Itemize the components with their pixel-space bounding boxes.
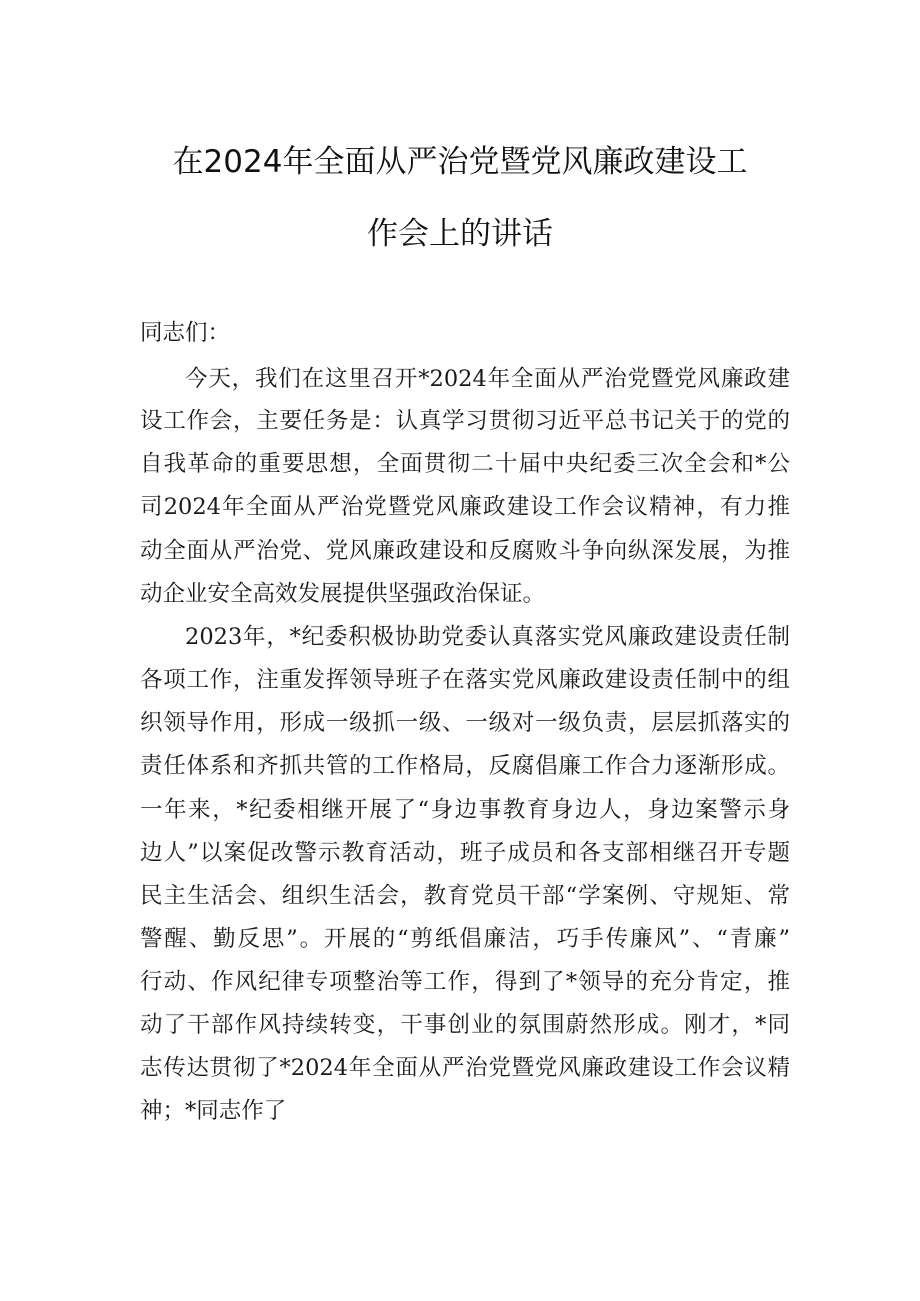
paragraph-2-line-2: 各项工作，注重发挥领导班子在落实党风廉政建设责任制中的组 [140,667,790,693]
paragraph-2-line-9: 行动、作风纪律专项整治等工作，得到了*领导的充分肯定，推 [140,969,790,995]
paragraph-2-line-4: 责任体系和齐抓共管的工作格局，反腐倡廉工作合力逐渐形成。 [140,753,790,779]
paragraph-2-line-6: 边人”以案促改警示教育活动，班子成员和各支部相继召开专题 [140,840,790,866]
paragraph-2-line-1: 2023年，*纪委积极协助党委认真落实党风廉政建设责任制 [185,624,790,650]
paragraph-1-line-6: 动企业安全高效发展提供坚强政治保证。 [140,581,546,607]
paragraph-2-line-12: 神；*同志作了 [140,1098,287,1124]
paragraph-1-line-4: 司2024年全面从严治党暨党风廉政建设工作会议精神，有力推 [140,494,790,520]
paragraph-2-line-7: 民主生活会、组织生活会，教育党员干部“学案例、守规矩、常 [140,883,790,909]
paragraph-2-line-10: 动了干部作风持续转变，干事创业的氛围蔚然形成。刚才，*同 [140,1012,790,1038]
salutation: 同志们： [140,320,231,346]
paragraph-1-line-3: 自我革命的重要思想，全面贯彻二十届中央纪委三次全会和*公 [140,451,790,477]
document-title-line-2: 作会上的讲话 [367,216,553,252]
paragraph-1-line-1: 今天，我们在这里召开*2024年全面从严治党暨党风廉政建 [185,366,790,392]
paragraph-2-line-3: 织领导作用，形成一级抓一级、一级对一级负责，层层抓落实的 [140,710,790,736]
document-title-line-1: 在2024年全面从严治党暨党风廉政建设工 [172,144,748,180]
paragraph-2-line-5: 一年来，*纪委相继开展了“身边事教育身边人，身边案警示身 [140,797,790,823]
paragraph-1-line-5: 动全面从严治党、党风廉政建设和反腐败斗争向纵深发展，为推 [140,538,790,564]
paragraph-2-line-11: 志传达贯彻了*2024年全面从严治党暨党风廉政建设工作会议精 [140,1055,790,1081]
paragraph-2-line-8: 警醒、勤反思”。开展的“剪纸倡廉洁，巧手传廉风”、“青廉” [140,926,790,952]
paragraph-1-line-2: 设工作会，主要任务是：认真学习贯彻习近平总书记关于的党的 [140,408,790,434]
